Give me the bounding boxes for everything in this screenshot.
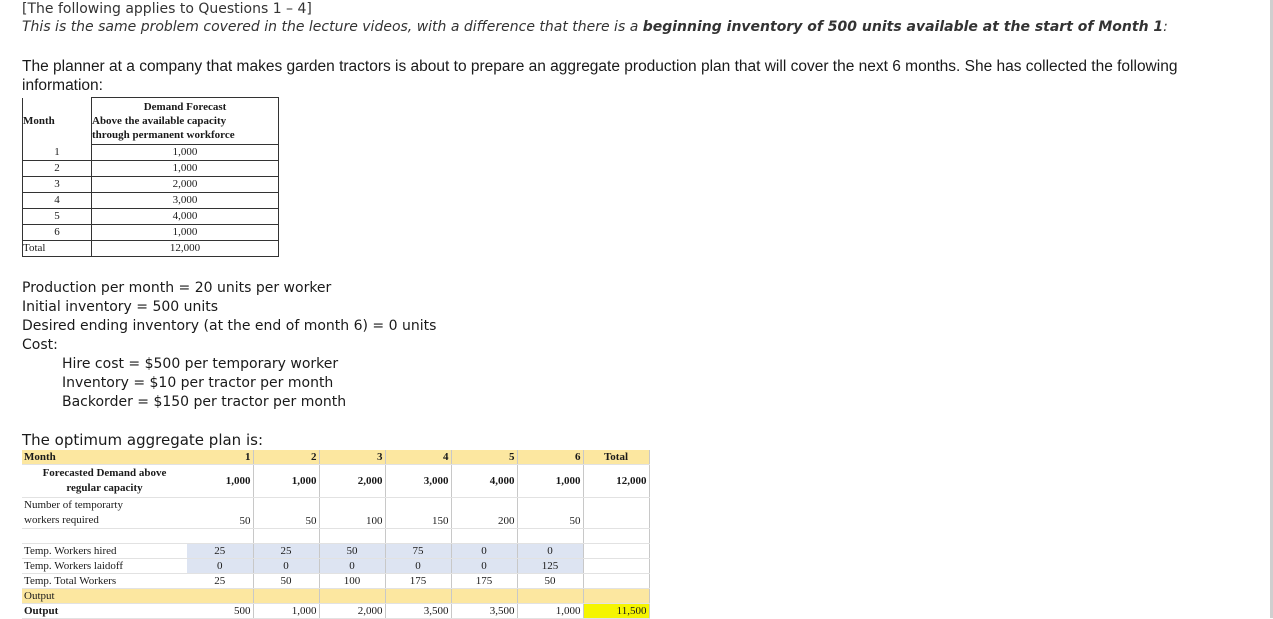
plan-demand-label-1: Forecasted Demand above bbox=[42, 467, 167, 479]
forecast-demand-header bbox=[92, 98, 279, 145]
forecast-row bbox=[23, 225, 279, 241]
intro-line-2 bbox=[22, 19, 1168, 35]
forecast-month-header: Month bbox=[23, 98, 92, 145]
plan-output-label: Output bbox=[22, 604, 187, 619]
plan-laidoff-row bbox=[22, 559, 649, 574]
plan-laidoff-label: Temp. Workers laidoff bbox=[22, 559, 187, 574]
plan-spacer-cell bbox=[451, 529, 517, 544]
plan-hired-cell[interactable]: 75 bbox=[385, 544, 451, 559]
plan-month-1: 1 bbox=[187, 450, 253, 465]
plan-laidoff-cell[interactable]: 0 bbox=[385, 559, 451, 574]
plan-month-6: 6 bbox=[517, 450, 583, 465]
forecast-total-row bbox=[23, 241, 279, 257]
plan-output-section-cell bbox=[583, 589, 649, 604]
plan-output-cell: 3,500 bbox=[385, 604, 451, 619]
forecast-header-row bbox=[23, 98, 279, 145]
forecast-value-cell: 2,000 bbox=[92, 177, 279, 193]
plan-hired-cell[interactable]: 0 bbox=[451, 544, 517, 559]
plan-output-cell: 2,000 bbox=[319, 604, 385, 619]
intro-text-a: This is the same problem covered in the lecture videos, with a difference that there is a bbox=[22, 19, 643, 35]
intro-text-b: beginning inventory of 500 units available at the start of Month 1 bbox=[642, 19, 1164, 35]
param-hire-cost: Hire cost = $500 per temporary worker bbox=[62, 356, 339, 372]
plan-laidoff-cell[interactable]: 125 bbox=[517, 559, 583, 574]
plan-spacer-cell bbox=[22, 529, 187, 544]
plan-hired-total bbox=[583, 544, 649, 559]
plan-output-section-cell bbox=[517, 589, 583, 604]
plan-month-5: 5 bbox=[451, 450, 517, 465]
plan-required-cell: 100 bbox=[319, 498, 385, 529]
plan-title: The optimum aggregate plan is: bbox=[22, 431, 263, 449]
forecast-month-cell: 2 bbox=[23, 161, 92, 177]
plan-hired-cell[interactable]: 25 bbox=[253, 544, 319, 559]
plan-spacer-cell bbox=[385, 529, 451, 544]
param-inventory-cost: Inventory = $10 per tractor per month bbox=[62, 375, 334, 391]
plan-required-label bbox=[22, 498, 187, 529]
plan-month-header: Month bbox=[22, 450, 187, 465]
plan-required-cell: 50 bbox=[253, 498, 319, 529]
plan-output-row bbox=[22, 604, 649, 619]
plan-required-label-1: Number of temporarty bbox=[24, 499, 123, 511]
plan-laidoff-total bbox=[583, 559, 649, 574]
forecast-row bbox=[23, 177, 279, 193]
plan-demand-cell: 1,000 bbox=[253, 465, 319, 498]
forecast-value-cell: 3,000 bbox=[92, 193, 279, 209]
plan-total-workers-cell: 50 bbox=[517, 574, 583, 589]
plan-laidoff-cell[interactable]: 0 bbox=[187, 559, 253, 574]
plan-output-section-cell bbox=[253, 589, 319, 604]
plan-spacer-cell bbox=[583, 529, 649, 544]
forecast-row bbox=[23, 145, 279, 161]
plan-output-cell: 500 bbox=[187, 604, 253, 619]
plan-output-section-cell bbox=[451, 589, 517, 604]
forecast-value-cell: 4,000 bbox=[92, 209, 279, 225]
plan-total-workers-cell: 100 bbox=[319, 574, 385, 589]
param-backorder-cost: Backorder = $150 per tractor per month bbox=[62, 394, 347, 410]
plan-month-2: 2 bbox=[253, 450, 319, 465]
plan-output-cell: 1,000 bbox=[253, 604, 319, 619]
plan-spacer-cell bbox=[517, 529, 583, 544]
plan-demand-cell: 2,000 bbox=[319, 465, 385, 498]
plan-hired-row bbox=[22, 544, 649, 559]
plan-required-row bbox=[22, 498, 649, 529]
demand-header-line-1: Demand Forecast bbox=[143, 101, 227, 113]
plan-required-cell: 150 bbox=[385, 498, 451, 529]
param-production: Production per month = 20 units per worker bbox=[22, 280, 332, 296]
forecast-total-value: 12,000 bbox=[92, 241, 279, 257]
plan-total-workers-cell: 175 bbox=[385, 574, 451, 589]
plan-demand-label bbox=[22, 465, 187, 498]
plan-total-workers-row bbox=[22, 574, 649, 589]
forecast-month-cell: 4 bbox=[23, 193, 92, 209]
plan-output-section-cell bbox=[187, 589, 253, 604]
plan-demand-cell: 3,000 bbox=[385, 465, 451, 498]
plan-required-cell: 50 bbox=[517, 498, 583, 529]
forecast-month-cell: 3 bbox=[23, 177, 92, 193]
plan-output-cell: 3,500 bbox=[451, 604, 517, 619]
demand-header-line-2: Above the available capacity bbox=[92, 115, 227, 127]
plan-hired-label: Temp. Workers hired bbox=[22, 544, 187, 559]
plan-month-3: 3 bbox=[319, 450, 385, 465]
plan-output-section-cell bbox=[319, 589, 385, 604]
plan-total-workers-cell: 25 bbox=[187, 574, 253, 589]
aggregate-plan-table bbox=[22, 450, 650, 619]
plan-required-label-2: workers required bbox=[24, 514, 99, 526]
plan-total-workers-label: Temp. Total Workers bbox=[22, 574, 187, 589]
plan-demand-cell: 4,000 bbox=[451, 465, 517, 498]
plan-demand-cell: 1,000 bbox=[187, 465, 253, 498]
forecast-month-cell: 1 bbox=[23, 145, 92, 161]
plan-spacer-cell bbox=[253, 529, 319, 544]
forecast-row bbox=[23, 161, 279, 177]
forecast-row bbox=[23, 193, 279, 209]
intro-text-c: : bbox=[1163, 19, 1168, 35]
forecast-value-cell: 1,000 bbox=[92, 161, 279, 177]
plan-demand-label-2: regular capacity bbox=[66, 482, 143, 494]
problem-text-1: The planner at a company that makes garden tractors is about to prepare an aggregate production plan that will cover the next 6 months. She has collected the following bbox=[22, 58, 1178, 75]
plan-required-cell: 50 bbox=[187, 498, 253, 529]
plan-hired-cell[interactable]: 25 bbox=[187, 544, 253, 559]
plan-total-workers-cell: 50 bbox=[253, 574, 319, 589]
param-cost-label: Cost: bbox=[22, 337, 58, 353]
forecast-value-cell: 1,000 bbox=[92, 225, 279, 241]
param-ending-inventory: Desired ending inventory (at the end of month 6) = 0 units bbox=[22, 318, 437, 334]
plan-total-header: Total bbox=[583, 450, 649, 465]
forecast-month-cell: 5 bbox=[23, 209, 92, 225]
problem-text-2: information: bbox=[22, 77, 103, 94]
forecast-row bbox=[23, 209, 279, 225]
plan-hired-cell[interactable]: 50 bbox=[319, 544, 385, 559]
plan-laidoff-cell[interactable]: 0 bbox=[253, 559, 319, 574]
forecast-table bbox=[22, 97, 279, 257]
plan-demand-cell: 1,000 bbox=[517, 465, 583, 498]
plan-demand-row bbox=[22, 465, 649, 498]
plan-spacer-cell bbox=[187, 529, 253, 544]
plan-laidoff-cell[interactable]: 0 bbox=[319, 559, 385, 574]
param-initial-inventory: Initial inventory = 500 units bbox=[22, 299, 219, 315]
plan-laidoff-cell[interactable]: 0 bbox=[451, 559, 517, 574]
plan-output-section-row bbox=[22, 589, 649, 604]
demand-header-line-3: through permanent workforce bbox=[92, 129, 235, 141]
plan-demand-total: 12,000 bbox=[583, 465, 649, 498]
plan-header-row bbox=[22, 450, 649, 465]
plan-total-workers-total bbox=[583, 574, 649, 589]
plan-total-workers-cell: 175 bbox=[451, 574, 517, 589]
plan-required-total bbox=[583, 498, 649, 529]
plan-month-4: 4 bbox=[385, 450, 451, 465]
plan-hired-cell[interactable]: 0 bbox=[517, 544, 583, 559]
intro-line-1: [The following applies to Questions 1 – 4] bbox=[22, 1, 312, 17]
plan-required-cell: 200 bbox=[451, 498, 517, 529]
forecast-total-label: Total bbox=[23, 241, 92, 257]
plan-output-cell: 1,000 bbox=[517, 604, 583, 619]
plan-spacer-row bbox=[22, 529, 649, 544]
forecast-month-cell: 6 bbox=[23, 225, 92, 241]
plan-output-section-label: Output bbox=[22, 589, 187, 604]
plan-spacer-cell bbox=[319, 529, 385, 544]
plan-output-total: 11,500 bbox=[583, 604, 649, 619]
plan-output-section-cell bbox=[385, 589, 451, 604]
forecast-value-cell: 1,000 bbox=[92, 145, 279, 161]
